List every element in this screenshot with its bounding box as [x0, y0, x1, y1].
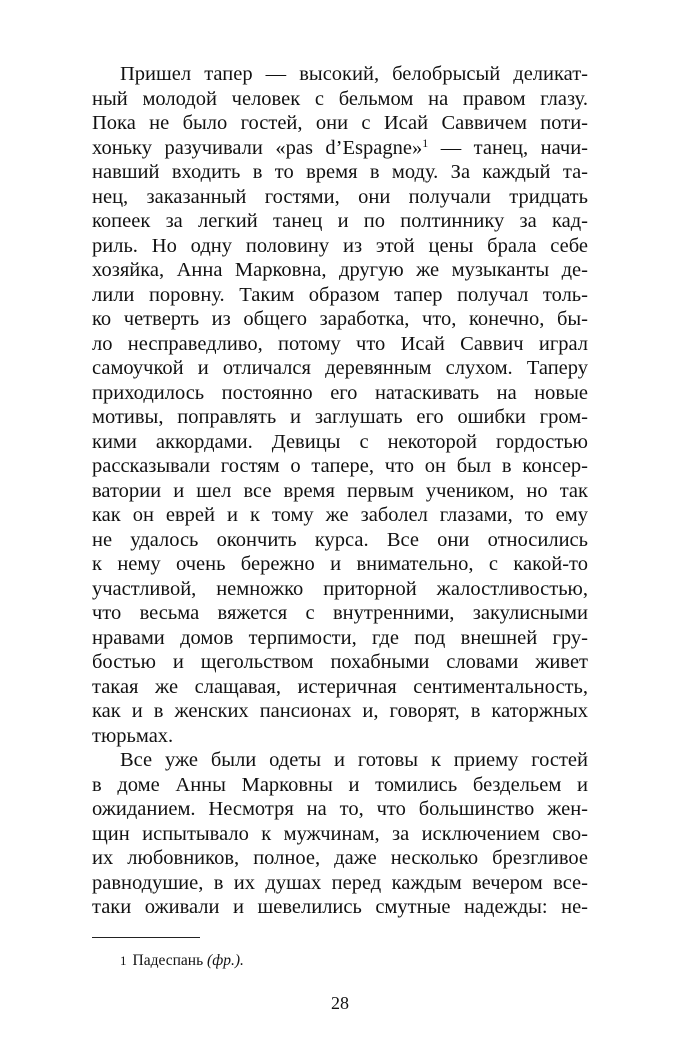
text-line: ко четверть из общего заработка, что, конечно, бы-	[92, 308, 588, 330]
text-line: кими аккордами. Девицы с некоторой гордостью	[92, 430, 588, 453]
text-line: таки оживали и шевелились смутные надежды: не-	[92, 896, 588, 918]
paragraph-1	[92, 62, 588, 748]
text-fragment: — танец, начи-	[440, 136, 588, 159]
text-line: в доме Анны Марковны и томились бездельем и	[92, 773, 588, 796]
text-line: копеек за легкий танец и по полтиннику за кад-	[92, 210, 588, 232]
text-line: самоучкой и отличался деревянным слухом. Таперу	[92, 357, 588, 379]
text-line: равнодушие, в их душах перед каждым вечером все-	[92, 871, 588, 894]
text-line: тюрьмах.	[92, 724, 174, 747]
text-line: Пришел тапер — высокий, белобрысый деликат-	[120, 63, 588, 85]
text-line: приходилось постоянно его натаскивать на новые	[92, 381, 588, 404]
footnote-number: 1	[120, 953, 127, 968]
page-body	[92, 62, 588, 920]
text-line: ожиданием. Несмотря на то, что большинство жен-	[92, 798, 588, 820]
text-line: нец, заказанный гостями, они получали тридцать	[92, 185, 588, 208]
footnote-ref: 1	[422, 135, 429, 150]
text-line: такая же слащавая, истеричная сентиментальность,	[92, 675, 588, 698]
footnote-text: Падеспань	[132, 952, 204, 969]
footnote	[120, 952, 244, 970]
text-line-with-footnote	[92, 136, 588, 161]
text-line: хозяйка, Анна Марковна, другую же музыканты де-	[92, 259, 588, 281]
text-line: ный молодой человек с бельмом на правом глазу.	[92, 87, 588, 110]
text-line: как и в женских пансионах и, говорят, в каторжных	[92, 700, 588, 722]
text-line: ватории и шел все время первым учеником, но так	[92, 479, 588, 502]
text-line: что весьма вяжется с внутренними, закулисными	[92, 602, 588, 624]
text-fragment: хоньку разучивали «pas d’Espagne»	[92, 136, 423, 159]
text-line: щин испытывало к мужчинам, за исключением сво-	[92, 822, 588, 845]
text-line: Все уже были одеты и готовы к приему гостей	[120, 749, 588, 771]
paragraph-2	[92, 748, 588, 920]
text-line: нравами домов терпимости, где под внешней гру-	[92, 626, 588, 649]
text-line: рассказывали гостям о тапере, что он был в консер-	[92, 455, 588, 477]
footnote-separator	[92, 937, 200, 938]
text-line: к нему очень бережно и внимательно, с какой-то	[92, 553, 588, 575]
page-number: 28	[331, 993, 349, 1013]
text-line: навший входить в то время в моду. За каждый та-	[92, 161, 588, 183]
text-line: лили поровну. Таким образом тапер получал толь-	[92, 283, 588, 306]
text-line: риль. Но одну половину из этой цены брала себе	[92, 234, 588, 257]
text-line: участливой, немножко приторной жалостливостью,	[92, 577, 588, 600]
text-line: не удалось окончить курса. Все они относились	[92, 528, 588, 551]
text-line: ло несправедливо, потому что Исай Саввич играл	[92, 332, 588, 355]
text-line: бостью и щегольством похабными словами живет	[92, 651, 588, 673]
text-line: их любовников, полное, даже несколько брезгливое	[92, 847, 588, 869]
text-line: как он еврей и к тому же заболел глазами, то ему	[92, 504, 588, 526]
text-line: Пока не было гостей, они с Исай Саввичем поти-	[92, 112, 588, 134]
text-line: мотивы, поправлять и заглушать его ошибки гром-	[92, 406, 588, 428]
footnote-abbreviation: (фр.).	[207, 952, 244, 969]
